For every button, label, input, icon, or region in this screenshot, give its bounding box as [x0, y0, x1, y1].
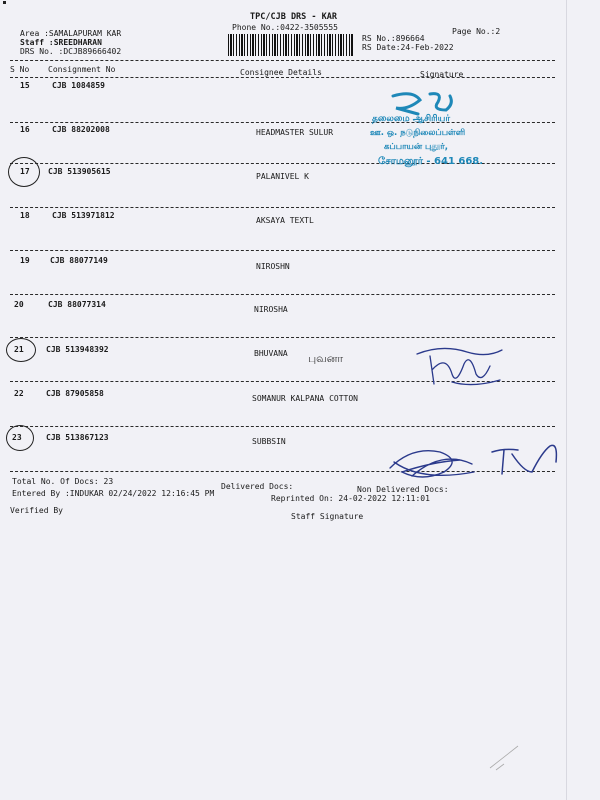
row-consignee: NIROSHN [256, 262, 290, 271]
row-divider [10, 426, 555, 427]
rs-number: RS No.:896664 [362, 34, 425, 43]
stamp-line-2: ஊ. ஒ. நடுநிலைப்பள்ளி [370, 128, 466, 138]
stamp-line-4: சோமனூர் - 641 668. [378, 156, 484, 167]
row-sno: 15 [20, 81, 30, 90]
header-rule-top [10, 60, 555, 61]
page-number: Page No.:2 [452, 27, 501, 36]
row-consignee: NIROSHA [254, 305, 288, 314]
phone-number: Phone No.:0422-3505555 [232, 23, 338, 32]
document-title: TPC/CJB DRS - KAR [250, 12, 337, 22]
signature-row-23 [382, 432, 572, 484]
row-consignee: SOMANUR KALPANA COTTON [252, 394, 358, 403]
verified-by: Verified By [10, 506, 63, 515]
row-sno: 19 [20, 256, 30, 265]
pen-mark [488, 742, 528, 772]
stamp-line-3: கப்பாயன் புதூர், [384, 142, 448, 152]
row-sno: 17 [20, 167, 30, 176]
delivered-docs: Delivered Docs: [221, 482, 294, 491]
row-divider [10, 294, 555, 295]
row-consignment: CJB 513905615 [48, 167, 111, 176]
row-consignee: BHUVANA [254, 349, 288, 358]
non-delivered-docs: Non Delivered Docs: [357, 485, 449, 494]
area-field: Area :SAMALAPURAM KAR [20, 29, 122, 38]
row-sno: 21 [14, 345, 24, 354]
row-consignment: CJB 88202008 [52, 125, 110, 134]
row-consignment: CJB 88077149 [50, 256, 108, 265]
handwritten-bhuvana-tamil: புவனா [308, 352, 344, 365]
row-consignment: CJB 513867123 [46, 433, 109, 442]
reprinted-on: Reprinted On: 24-02-2022 12:11:01 [271, 494, 430, 503]
row-consignment: CJB 88077314 [48, 300, 106, 309]
stamp-line-1: தலைமை ஆசிரியர் [372, 114, 451, 124]
row-sno: 22 [14, 389, 24, 398]
row-sno: 16 [20, 125, 30, 134]
scan-speck [3, 1, 6, 4]
row-sno: 23 [12, 433, 22, 442]
total-docs: Total No. Of Docs: 23 [12, 477, 114, 486]
scan-edge-line [566, 0, 567, 800]
row-divider [10, 250, 555, 251]
row-sno: 20 [14, 300, 24, 309]
entered-by: Entered By :INDUKAR 02/24/2022 12:16:45 PM [12, 489, 215, 498]
staff-field: Staff :SREEDHARAN [20, 38, 102, 47]
row-divider [10, 207, 555, 208]
staff-signature: Staff Signature [291, 512, 364, 521]
drs-number: DRS No. :DCJB89666402 [20, 47, 122, 56]
rs-date: RS Date:24-Feb-2022 [362, 43, 454, 52]
school-stamp [358, 88, 518, 178]
signature-row-21 [412, 344, 512, 390]
row-consignment: CJB 1084859 [52, 81, 105, 90]
row-consignment: CJB 513948392 [46, 345, 109, 354]
row-divider [10, 337, 555, 338]
barcode [228, 34, 354, 56]
header-rule-bottom [10, 77, 555, 78]
row-consignment: CJB 87905858 [46, 389, 104, 398]
col-header-signature: Signature [420, 70, 464, 79]
row-sno: 18 [20, 211, 30, 220]
row-consignee: AKSAYA TEXTL [256, 216, 314, 225]
col-header-consignment: Consignment No [48, 65, 116, 74]
row-consignee: HEADMASTER SULUR [256, 128, 334, 137]
row-consignee: PALANIVEL K [256, 172, 309, 181]
row-consignee: SUBBSIN [252, 437, 286, 446]
col-header-sno: S No [10, 65, 30, 74]
col-header-consignee: Consignee Details [240, 68, 322, 77]
row-consignment: CJB 513971812 [52, 211, 115, 220]
